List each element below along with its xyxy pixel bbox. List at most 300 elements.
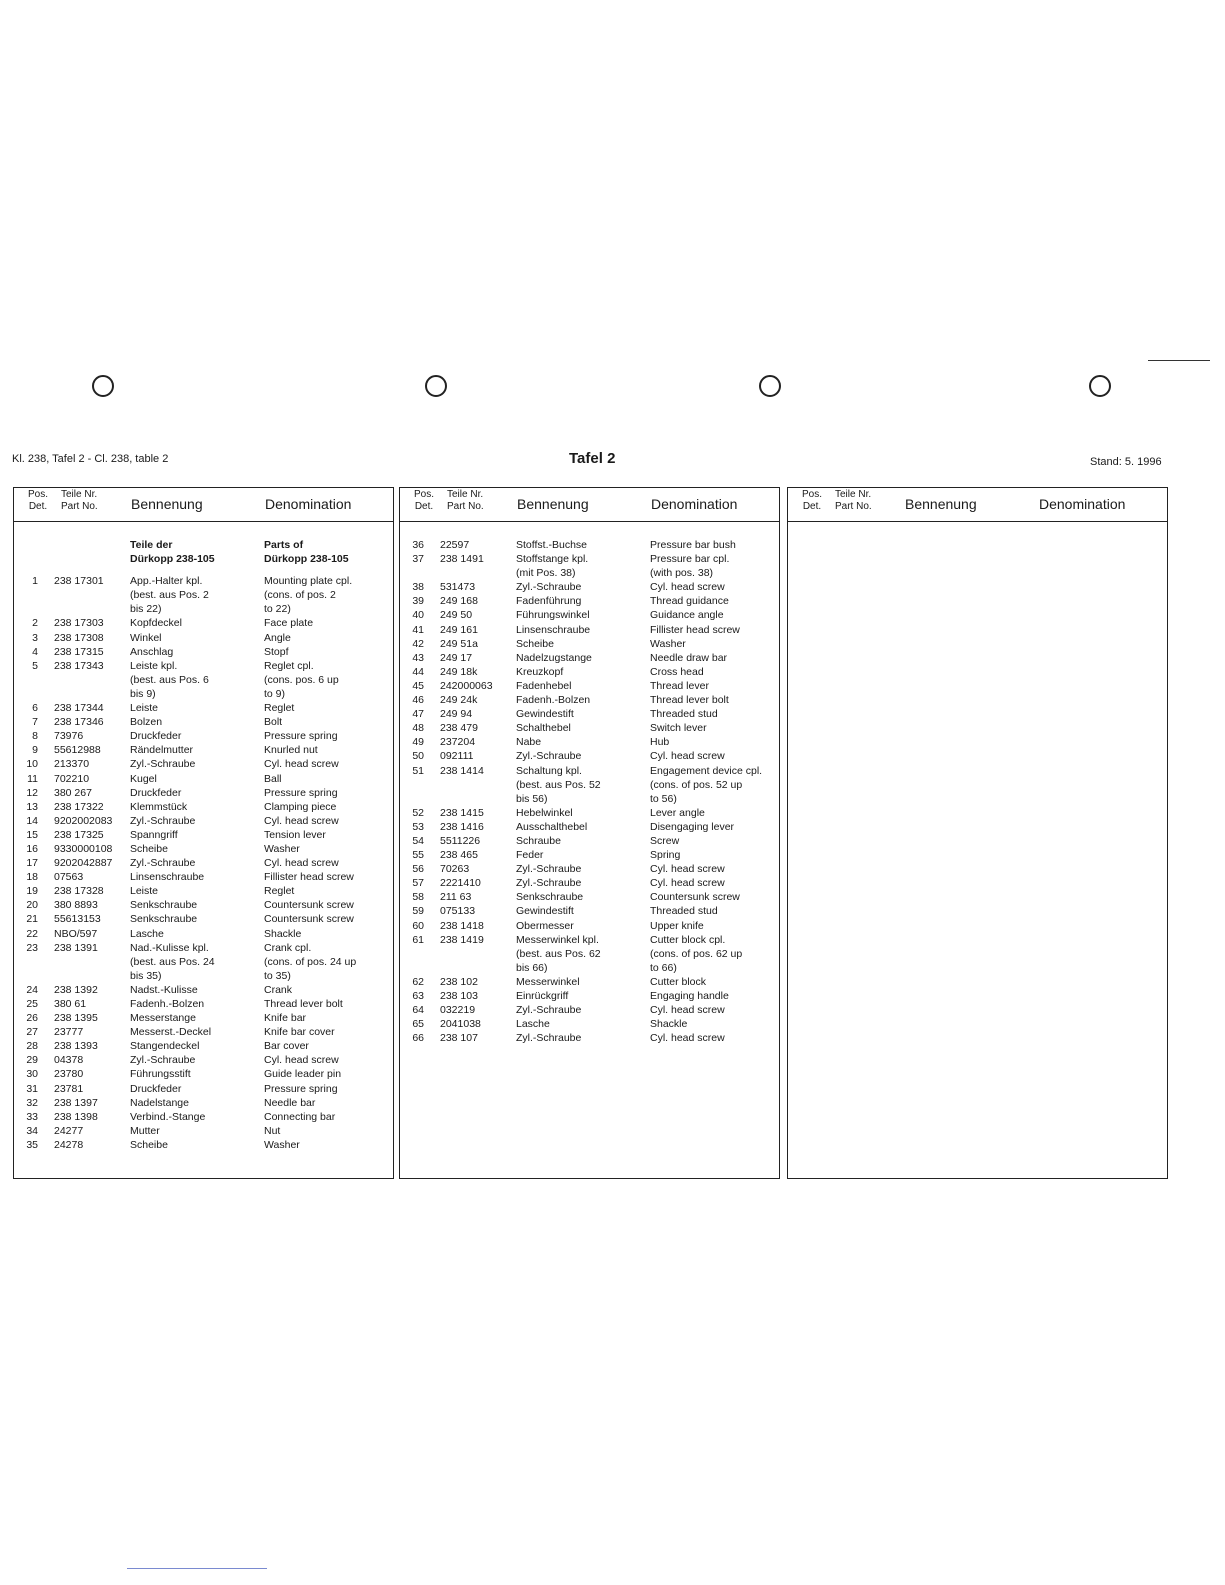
denomination-cell: (cons. pos. 6 up: [264, 673, 339, 686]
denomination-cell: Knife bar: [264, 1012, 307, 1025]
denomination-cell: Countersunk screw: [264, 899, 354, 912]
part-number-cell: 73976: [54, 730, 84, 743]
table-row: [14, 588, 393, 602]
table-row: [14, 997, 393, 1011]
part-number-cell: 238 1418: [440, 919, 484, 932]
denomination-cell: Threaded stud: [650, 708, 718, 721]
part-number-cell: 238 102: [440, 975, 478, 988]
pos-cell: 55: [412, 849, 424, 862]
denomination-cell: Bar cover: [264, 1040, 309, 1053]
bennenung-cell: Nabe: [516, 736, 542, 749]
table-row: [400, 594, 779, 608]
denomination-cell: Needle draw bar: [650, 651, 728, 664]
pos-cell: 27: [26, 1026, 38, 1039]
part-number-cell: 9330000108: [54, 842, 113, 855]
table-row: [14, 701, 393, 715]
bennenung-cell: bis 56): [516, 792, 548, 805]
pos-cell: 2: [32, 617, 38, 630]
part-number-cell: 238 17328: [54, 885, 104, 898]
part-number-cell: 70263: [440, 863, 470, 876]
denomination-cell: Pressure bar bush: [650, 539, 736, 551]
table-row: [400, 975, 779, 989]
part-number-cell: 249 17: [440, 651, 473, 664]
denomination-cell: Washer: [264, 842, 300, 855]
denomination-cell: Shackle: [264, 927, 302, 940]
table-header: [14, 488, 393, 522]
bennenung-cell: Senkschraube: [130, 913, 198, 926]
denomination-cell: Disengaging lever: [650, 820, 735, 833]
bennenung-cell: Nadelstange: [130, 1096, 189, 1109]
table-row: [14, 687, 393, 701]
pos-cell: 36: [412, 539, 424, 551]
part-number-cell: 55612988: [54, 744, 101, 757]
denomination-cell: Engaging handle: [650, 990, 729, 1002]
bennenung-cell: Zyl.-Schraube: [130, 814, 196, 827]
pos-cell: 1: [32, 575, 38, 588]
pos-cell: 9: [32, 744, 38, 757]
bennenung-cell: Fadenh.-Bolzen: [516, 694, 591, 707]
table-row: [14, 969, 393, 983]
pos-header: [414, 489, 434, 513]
pos-cell: 16: [26, 842, 38, 855]
bennenung-cell: Bolzen: [130, 716, 163, 729]
denomination-cell: Reglet: [264, 702, 295, 715]
bennenung-cell: Winkel: [130, 631, 162, 644]
part-number-cell: NBO/597: [54, 927, 98, 940]
denomination-cell: (cons. of pos. 62 up: [650, 947, 743, 960]
denomination-cell: Cyl. head screw: [650, 581, 725, 594]
part-number-cell: 2221410: [440, 877, 481, 890]
denomination-cell: Screw: [650, 834, 680, 847]
denomination-cell: Needle bar: [264, 1096, 316, 1109]
part-number-cell: 55613153: [54, 913, 101, 926]
bennenung-cell: Messerwinkel kpl.: [516, 933, 599, 946]
part-number-cell: 238 1419: [440, 933, 484, 946]
divider: [1148, 360, 1210, 361]
table-row: [400, 693, 779, 707]
teile-label: Teile Nr.: [835, 489, 872, 500]
pos-cell: 31: [26, 1082, 38, 1095]
part-number-cell: 249 51a: [440, 637, 478, 650]
pos-cell: 32: [26, 1096, 38, 1109]
pos-cell: 60: [412, 919, 424, 932]
denomination-cell: Face plate: [264, 617, 314, 630]
part-number-cell: 238 17322: [54, 800, 104, 813]
bennenung-cell: Obermesser: [516, 919, 574, 932]
denomination-cell: (with pos. 38): [650, 567, 714, 580]
part-number-cell: 22597: [440, 539, 470, 551]
bennenung-cell: bis 35): [130, 969, 162, 982]
bennenung-cell: Kugel: [130, 772, 157, 785]
denomination-cell: Threaded stud: [650, 905, 718, 918]
denomination-cell: Cutter block: [650, 975, 707, 988]
bennenung-cell: Gewindestift: [516, 708, 574, 721]
bennenung-cell: Zyl.-Schraube: [516, 863, 582, 876]
bennenung-cell: Nad.-Kulisse kpl.: [130, 941, 209, 954]
bennenung-cell: Zyl.-Schraube: [130, 1054, 196, 1067]
pos-cell: 59: [412, 905, 424, 918]
part-number-cell: 211 63: [440, 891, 472, 904]
denomination-cell: (cons. of pos. 2: [264, 589, 336, 602]
denomination-cell: Upper knife: [650, 919, 704, 932]
part-number-cell: 238 1391: [54, 941, 98, 954]
bennenung-cell: (mit Pos. 38): [516, 567, 576, 580]
denomination-cell: Nut: [264, 1124, 281, 1137]
table-row: [400, 538, 779, 552]
bennenung-cell: Führungswinkel: [516, 609, 590, 622]
part-number-cell: 380 61: [54, 998, 87, 1010]
pos-cell: 38: [412, 581, 424, 594]
part-number-cell: 238 17344: [54, 702, 104, 715]
table-row: [400, 1031, 779, 1045]
bennenung-cell: Stoffst.-Buchse: [516, 539, 588, 551]
part-number-cell: 075133: [440, 905, 476, 918]
denomination-cell: Connecting bar: [264, 1110, 336, 1123]
denomination-cell: Ball: [264, 772, 282, 785]
section-title-de: Dürkopp 238-105: [130, 553, 215, 566]
pos-cell: 51: [412, 764, 424, 777]
pos-cell: 37: [412, 553, 424, 566]
pos-cell: 63: [412, 990, 424, 1002]
denomination-cell: Thread lever bolt: [264, 998, 343, 1010]
denomination-cell: Knife bar cover: [264, 1026, 335, 1039]
table-row: [400, 580, 779, 594]
bennenung-cell: Messerst.-Deckel: [130, 1026, 212, 1039]
pos-cell: 20: [26, 899, 38, 912]
table-row: [14, 1124, 393, 1138]
table-row: [400, 890, 779, 904]
denomination-cell: to 56): [650, 792, 677, 805]
denomination-cell: Countersunk screw: [264, 913, 354, 926]
spacer: [14, 566, 393, 574]
pos-cell: 10: [26, 758, 38, 771]
pos-cell: 3: [32, 631, 38, 644]
bennenung-cell: Messerwinkel: [516, 975, 580, 988]
table-row: [14, 1053, 393, 1067]
table-row: [400, 707, 779, 721]
table-row: [14, 941, 393, 955]
bennenung-cell: Scheibe: [516, 637, 554, 650]
table-row: [14, 983, 393, 997]
bennenung-cell: Verbind.-Stange: [130, 1110, 206, 1123]
table-row: [14, 842, 393, 856]
teile-label: Teile Nr.: [447, 489, 484, 500]
bennenung-cell: Zyl.-Schraube: [130, 857, 196, 870]
bennenung-cell: Zyl.-Schraube: [516, 581, 582, 594]
part-header: [447, 489, 484, 513]
part-number-cell: 092111: [440, 750, 474, 763]
denomination-cell: Cyl. head screw: [264, 857, 339, 870]
table-row: [14, 1067, 393, 1081]
bennenung-cell: Zyl.-Schraube: [130, 758, 196, 771]
bennenung-cell: Messerstange: [130, 1012, 196, 1025]
part-number-cell: 5511226: [440, 834, 481, 847]
bennenung-cell: Zyl.-Schraube: [516, 750, 582, 763]
table-row: [14, 1039, 393, 1053]
pos-cell: 62: [412, 975, 424, 988]
pos-cell: 34: [26, 1124, 38, 1137]
denomination-cell: Cyl. head screw: [650, 877, 725, 890]
pos-cell: 64: [412, 1004, 424, 1017]
table-row: [400, 947, 779, 961]
denomination-cell: Reglet: [264, 885, 295, 898]
section-title-en: Parts of: [264, 539, 304, 551]
bennenung-header: Bennenung: [517, 496, 589, 512]
part-number-cell: 24277: [54, 1124, 84, 1137]
bennenung-cell: Zyl.-Schraube: [516, 1032, 582, 1045]
det-label: Det.: [802, 501, 822, 512]
bennenung-cell: Schraube: [516, 834, 561, 847]
table-row: [400, 552, 779, 566]
part-number-cell: 032219: [440, 1004, 476, 1017]
teile-label: Teile Nr.: [61, 489, 98, 500]
denomination-cell: Cyl. head screw: [650, 863, 725, 876]
table-row: [14, 912, 393, 926]
denomination-cell: Washer: [264, 1138, 300, 1151]
bennenung-cell: Rändelmutter: [130, 744, 194, 757]
bennenung-cell: Fadenführung: [516, 595, 582, 608]
divider: [127, 1568, 267, 1569]
table-row: [400, 1003, 779, 1017]
part-number-cell: 380 267: [54, 786, 92, 799]
part-number-cell: 23780: [54, 1068, 84, 1081]
bennenung-cell: Einrückgriff: [516, 990, 569, 1002]
pos-label: Pos.: [414, 489, 435, 500]
part-number-cell: 238 17325: [54, 828, 104, 841]
denomination-cell: Engagement device cpl.: [650, 764, 763, 777]
denomination-cell: Washer: [650, 637, 686, 650]
table-header: [400, 488, 779, 522]
part-number-cell: 249 168: [440, 595, 478, 608]
denomination-cell: Reglet cpl.: [264, 659, 314, 672]
bennenung-cell: Hebelwinkel: [516, 806, 573, 819]
part-number-cell: 237204: [440, 736, 476, 749]
table-row: [400, 735, 779, 749]
table-row: [14, 772, 393, 786]
pos-cell: 30: [26, 1068, 38, 1081]
denomination-cell: Cyl. head screw: [650, 1032, 725, 1045]
parts-table-2: [399, 487, 780, 1179]
denomination-cell: Pressure spring: [264, 786, 338, 799]
part-number-cell: 9202002083: [54, 814, 113, 827]
bennenung-cell: Fadenhebel: [516, 679, 572, 692]
pos-cell: 47: [412, 708, 424, 721]
table-row: [400, 665, 779, 679]
pos-cell: 25: [26, 998, 38, 1010]
table-row: [400, 608, 779, 622]
table-row: [14, 814, 393, 828]
table-row: [14, 673, 393, 687]
bennenung-cell: Kreuzkopf: [516, 665, 564, 678]
denomination-cell: to 9): [264, 687, 286, 700]
table-row: [400, 623, 779, 637]
bennenung-cell: Anschlag: [130, 645, 174, 658]
bennenung-cell: Scheibe: [130, 1138, 168, 1151]
section-title-de: Teile der: [130, 539, 173, 551]
bennenung-cell: bis 66): [516, 961, 548, 974]
denomination-header: Denomination: [265, 496, 352, 512]
bennenung-cell: Mutter: [130, 1124, 160, 1137]
bennenung-cell: Leiste: [130, 885, 159, 898]
table-row: [400, 792, 779, 806]
part-number-cell: 380 8893: [54, 899, 98, 912]
pos-cell: 28: [26, 1040, 38, 1053]
section-title: [14, 538, 393, 552]
bennenung-cell: Schalthebel: [516, 722, 571, 735]
bennenung-cell: Zyl.-Schraube: [516, 1004, 582, 1017]
pos-label: Pos.: [28, 489, 49, 500]
part-number-cell: 238 1392: [54, 983, 98, 996]
det-label: Det.: [28, 501, 48, 512]
bennenung-cell: Druckfeder: [130, 786, 182, 799]
pos-label: Pos.: [802, 489, 823, 500]
bennenung-cell: Feder: [516, 849, 544, 862]
table-row: [14, 1096, 393, 1110]
part-number-cell: 242000063: [440, 679, 493, 692]
pos-cell: 48: [412, 722, 424, 735]
partno-label: Part No.: [61, 501, 98, 512]
table-row: [400, 919, 779, 933]
table-row: [400, 566, 779, 580]
table-row: [14, 1011, 393, 1025]
table-row: [400, 1017, 779, 1031]
bennenung-cell: Stangendeckel: [130, 1040, 200, 1053]
pos-cell: 14: [26, 814, 38, 827]
revision-date: Stand: 5. 1996: [1090, 456, 1162, 468]
bennenung-cell: App.-Halter kpl.: [130, 575, 203, 588]
pos-cell: 41: [412, 623, 424, 636]
pos-cell: 66: [412, 1032, 424, 1045]
punch-hole-icon: [1089, 375, 1111, 397]
part-number-cell: 238 1416: [440, 820, 484, 833]
bennenung-cell: (best. aus Pos. 62: [516, 947, 601, 960]
bennenung-cell: Klemmstück: [130, 800, 188, 813]
denomination-cell: Cyl. head screw: [264, 758, 339, 771]
table-row: [14, 1082, 393, 1096]
part-number-cell: 238 17315: [54, 645, 104, 658]
bennenung-cell: Fadenh.-Bolzen: [130, 998, 205, 1010]
bennenung-cell: Führungsstift: [130, 1068, 191, 1081]
table-row: [400, 806, 779, 820]
part-number-cell: 213370: [54, 758, 90, 771]
section-title: [14, 552, 393, 566]
denomination-cell: Fillister head screw: [264, 871, 354, 884]
denomination-cell: Crank: [264, 983, 293, 996]
table-row: [400, 721, 779, 735]
pos-cell: 35: [26, 1138, 38, 1151]
table-row: [14, 616, 393, 630]
table-header: [788, 488, 1167, 522]
table-row: [14, 884, 393, 898]
denomination-header: Denomination: [651, 496, 738, 512]
part-number-cell: 702210: [54, 772, 90, 785]
part-number-cell: 238 17301: [54, 575, 104, 588]
table-row: [400, 961, 779, 975]
pos-cell: 22: [26, 927, 38, 940]
part-number-cell: 249 94: [440, 708, 473, 721]
denomination-cell: Shackle: [650, 1018, 688, 1031]
part-number-cell: 238 1398: [54, 1110, 98, 1123]
table-row: [14, 828, 393, 842]
pos-cell: 6: [32, 702, 38, 715]
table-row: [14, 757, 393, 771]
part-number-cell: 238 1395: [54, 1012, 98, 1025]
part-number-cell: 24278: [54, 1138, 84, 1151]
table-row: [400, 904, 779, 918]
part-number-cell: 238 17308: [54, 631, 104, 644]
pos-cell: 40: [412, 609, 424, 622]
bennenung-cell: (best. aus Pos. 24: [130, 955, 215, 968]
part-number-cell: 249 161: [440, 623, 478, 636]
part-number-cell: 238 465: [440, 849, 478, 862]
bennenung-cell: Linsenschraube: [516, 623, 591, 636]
part-number-cell: 238 1393: [54, 1040, 98, 1053]
denomination-cell: (cons. of pos. 52 up: [650, 778, 743, 791]
denomination-cell: Cyl. head screw: [650, 750, 725, 763]
denomination-cell: Thread lever bolt: [650, 694, 729, 707]
pos-cell: 29: [26, 1054, 38, 1067]
pos-cell: 19: [26, 885, 38, 898]
denomination-cell: Pressure spring: [264, 730, 338, 743]
bennenung-cell: Spanngriff: [130, 828, 178, 841]
table-row: [400, 862, 779, 876]
part-number-cell: 238 1491: [440, 553, 484, 566]
denomination-cell: to 35): [264, 969, 291, 982]
part-header: [835, 489, 872, 513]
part-number-cell: 2041038: [440, 1018, 481, 1031]
part-number-cell: 249 18k: [440, 665, 478, 678]
denomination-cell: Thread guidance: [650, 595, 729, 608]
bennenung-cell: Nadelzugstange: [516, 651, 592, 664]
denomination-cell: Guidance angle: [650, 609, 724, 622]
bennenung-cell: Nadst.-Kulisse: [130, 983, 198, 996]
pos-cell: 50: [412, 750, 424, 763]
pos-cell: 58: [412, 891, 424, 904]
partno-label: Part No.: [447, 501, 484, 512]
table-row: [14, 1138, 393, 1152]
part-number-cell: 238 1415: [440, 806, 484, 819]
bennenung-header: Bennenung: [131, 496, 203, 512]
bennenung-cell: Druckfeder: [130, 730, 182, 743]
bennenung-cell: bis 9): [130, 687, 156, 700]
table-row: [400, 749, 779, 763]
pos-cell: 46: [412, 694, 424, 707]
bennenung-cell: Kopfdeckel: [130, 617, 182, 630]
table-row: [14, 955, 393, 969]
pos-cell: 53: [412, 820, 424, 833]
bennenung-cell: (best. aus Pos. 6: [130, 673, 209, 686]
denomination-cell: Mounting plate cpl.: [264, 575, 353, 588]
pos-cell: 17: [26, 857, 38, 870]
pos-cell: 5: [32, 659, 38, 672]
pos-cell: 33: [26, 1110, 38, 1123]
denomination-cell: Countersunk screw: [650, 891, 740, 904]
table-row: [14, 856, 393, 870]
table-row: [14, 1110, 393, 1124]
part-number-cell: 238 1397: [54, 1096, 98, 1109]
bennenung-cell: Scheibe: [130, 842, 168, 855]
bennenung-cell: Leiste kpl.: [130, 659, 178, 672]
bennenung-cell: Gewindestift: [516, 905, 574, 918]
denomination-header: Denomination: [1039, 496, 1126, 512]
table-row: [14, 659, 393, 673]
punch-hole-icon: [92, 375, 114, 397]
part-number-cell: 04378: [54, 1054, 84, 1067]
denomination-cell: Pressure spring: [264, 1082, 338, 1095]
table-row: [400, 848, 779, 862]
table-row: [400, 933, 779, 947]
part-number-cell: 9202042887: [54, 857, 113, 870]
